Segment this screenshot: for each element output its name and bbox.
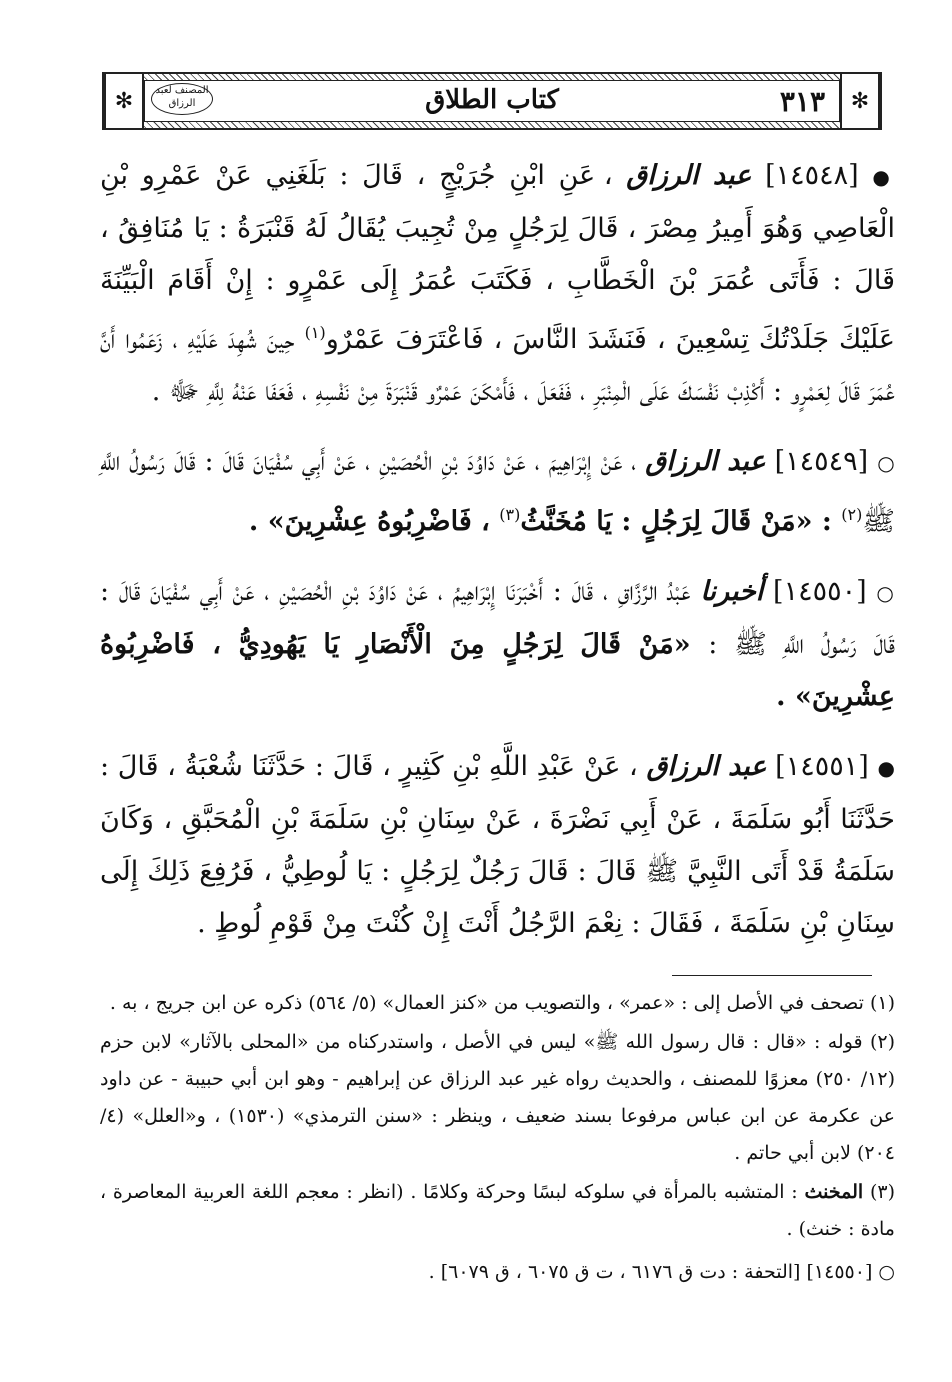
footnote-ref[interactable]: (٢) xyxy=(841,505,863,524)
narrator-abbrev: أخبرنا xyxy=(700,576,764,607)
footnotes xyxy=(100,985,895,1293)
footnote-ref[interactable]: (١) xyxy=(304,323,326,342)
book-title: كتاب الطلاق xyxy=(425,85,559,115)
source-note xyxy=(100,1254,895,1291)
footnote-divider xyxy=(672,975,872,976)
main-text xyxy=(100,150,895,968)
circle-icon: ○ xyxy=(877,451,896,475)
narrator-abbrev: عبد الرزاق xyxy=(645,446,766,477)
prophetic-saying: : «مَنْ قَالَ لِرَجُلٍ : يَا مُخَنَّثُ xyxy=(520,506,842,537)
source-note-text: [١٤٥٥٠] [التحفة : دت ق ٦١٧٦ ، ت ق ٦٠٧٥ ، ق ٦٠٧٩] . xyxy=(428,1261,873,1283)
hadith-text: عَبْدُ الرَّزَّاقِ ، قَالَ : أَخْبَرَنَا إِبْرَاهِيمُ ، عَنْ دَاوُدَ بْنِ الْحُصَيْنِ ، عَنْ أَبِي سُفْيَانَ قَالَ : قَالَ رَسُولُ اللَّهِ ﷺ : xyxy=(100,576,895,660)
narrator-abbrev: عبد الرزاق xyxy=(646,751,767,782)
hadith-text: حِينَ شُهِدَ عَلَيْهِ ، زَعَمُوا أَنَّ عُمَرَ قَالَ لِعَمْرٍو : أَكْذِبْ نَفْسَكَ عَلَى الْمِنْبَرِ ، فَفَعَلَ ، فَأَمْكَنَ عَمْرٌو قَنْبَرَةَ مِنْ نَفْسِهِ ، فَعَفَا عَنْهُ لِلَّهِ ﷻ . xyxy=(100,324,895,407)
footnote-number: (١) xyxy=(869,992,895,1014)
footnote-text: قوله : «قال : قال رسول الله ﷺ» ليس في الأصل ، واستدركناه من «المحلى بالآثار» لابن حزم (١٢/ ٢٥٠) معزوًا للمصنف ، والحديث رواه غير عبد الرزاق عن إبراهيم - وهو ابن أبي حبيبة - عن داود عن عكرمة عن ابن عباس مرفوعا بسند ضعيف ، وينظر : «سنن الترمذي» (١٥٣٠) ، و«العلل» (٤/ ٢٠٤) لابن أبي حاتم . xyxy=(100,1031,895,1164)
hadith-text: ، عَنِ ابْنِ جُرَيْجٍ ، قَالَ : بَلَغَنِي عَنْ عَمْرِو بْنِ الْعَاصِي وَهُوَ أَمِيرُ مِصْرَ ، قَالَ لِرَجُلٍ مِنْ تُجِيبَ يُقَالُ لَهُ قَنْبَرَةُ : يَا مُنَافِقُ ، قَالَ : فَأَتَى عُمَرَ بْنَ الْخَطَّابِ ، فَكَتَبَ عُمَرُ إِلَى عَمْرٍو : إِنْ أَقَامَ الْبَيِّنَةَ عَلَيْكَ جَلَدْتُكَ تِسْعِينَ ، فَنَشَدَ النَّاسَ ، فَاعْتَرَفَ عَمْرٌو xyxy=(100,160,895,355)
prophetic-saying: «مَنْ قَالَ لِرَجُلٍ مِنَ الْأَنْصَارِ يَا يَهُودِيُّ ، فَاضْرِبُوهُ عِشْرِينَ» . xyxy=(100,629,895,712)
hadith-14548 xyxy=(100,150,895,418)
hadith-number: [١٤٥٤٨] xyxy=(765,160,859,191)
hadith-text: ، عَنْ إِبْرَاهِيمَ ، عَنْ دَاوُدَ بْنِ الْحُصَيْنِ ، عَنْ أَبِي سُفْيَانَ قَالَ : قَالَ رَسُولُ اللَّهِ ﷺ xyxy=(100,446,895,537)
ornament-icon: ✻ xyxy=(840,74,880,128)
ornament-icon: ✻ xyxy=(104,74,144,128)
hadith-14551 xyxy=(100,741,895,950)
bullet-icon: ● xyxy=(877,756,895,780)
book-emblem: المصنف لعبد الرزاق xyxy=(151,83,213,115)
circle-icon: ○ xyxy=(876,581,895,605)
prophetic-saying: ، فَاضْرِبُوهُ عِشْرِينَ» . xyxy=(248,506,500,537)
hadith-14549 xyxy=(100,436,895,548)
page-header xyxy=(102,72,882,130)
header-frame xyxy=(144,80,840,122)
hadith-number: [١٤٥٥٠] xyxy=(773,576,867,607)
footnote-number: (٣) xyxy=(869,1181,895,1203)
footnote-term: المخنث xyxy=(804,1181,864,1203)
footnote-text: تصحف في الأصل إلى : «عمر» ، والتصويب من «كنز العمال» (٥/ ٥٦٤) ذكره عن ابن جريج ، به . xyxy=(109,992,864,1014)
hadith-number: [١٤٥٤٩] xyxy=(774,446,869,477)
footnote-number: (٢) xyxy=(869,1031,895,1053)
footnote-1 xyxy=(100,985,895,1022)
hadith-text: ، عَنْ عَبْدِ اللَّهِ بْنِ كَثِيرٍ ، قَالَ : حَدَّثَنَا شُعْبَةُ ، قَالَ : حَدَّثَنَا أَبُو سَلَمَةَ ، عَنْ أَبِي نَضْرَةَ ، عَنْ سِنَانِ بْنِ سَلَمَةَ بْنِ الْمُحَبَّقِ ، وَكَانَ سَلَمَةُ قَدْ أَتَى النَّبِيَّ ﷺ قَالَ : قَالَ رَجُلٌ لِرَجُلٍ : يَا لُوطِيُّ ، فَرُفِعَ ذَلِكَ إِلَى سِنَانِ بْنِ سَلَمَةَ ، فَقَالَ : نِعْمَ الرَّجُلُ أَنْتَ إِنْ كُنْتَ مِنْ قَوْمِ لُوطٍ . xyxy=(100,751,895,939)
page-number: ٣١٣ xyxy=(779,85,825,118)
hadith-number: [١٤٥٥١] xyxy=(775,751,869,782)
footnote-2 xyxy=(100,1024,895,1172)
footnote-text: : المتشبه بالمرأة في سلوكه لبسًا وحركة وكلامًا . (انظر : معجم اللغة العربية المعاصرة ، مادة : خنث) . xyxy=(100,1181,895,1240)
footnote-ref[interactable]: (٣) xyxy=(499,505,521,524)
footnote-3 xyxy=(100,1174,895,1248)
narrator-abbrev: عبد الرزاق xyxy=(626,160,752,191)
circle-icon: ○ xyxy=(878,1261,895,1283)
hadith-14550 xyxy=(100,566,895,723)
bullet-icon: ● xyxy=(872,165,895,189)
